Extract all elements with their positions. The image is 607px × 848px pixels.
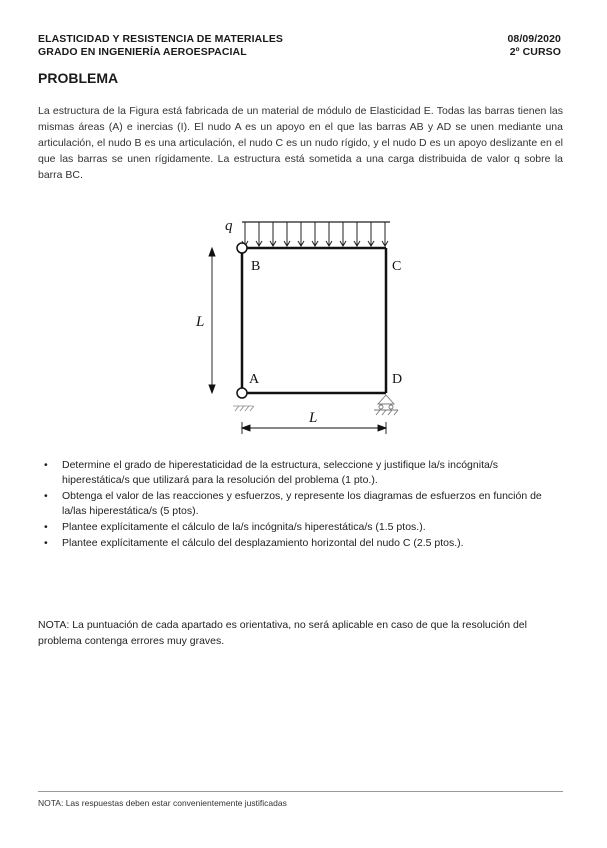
task-list [38, 458, 563, 552]
node-b-label: B [251, 259, 261, 274]
node-a-label: A [249, 372, 260, 387]
task-text: Plantee explícitamente el cálculo de la/s incógnita/s hiperestática/s (1.5 ptos.). [62, 521, 426, 533]
bullet-icon: • [44, 537, 48, 549]
header-right [507, 33, 561, 59]
height-label: L [196, 314, 205, 330]
course-title: ELASTICIDAD Y RESISTENCIA DE MATERIALES [38, 33, 284, 45]
degree-title: GRADO EN INGENIERÍA AEROESPACIAL [38, 46, 247, 58]
task-item [38, 489, 563, 519]
sliding-support-d [374, 395, 398, 415]
course-year: 2º CURSO [509, 46, 561, 58]
hinge-a [237, 388, 247, 398]
load-label: q [225, 218, 233, 234]
footer-divider [38, 791, 563, 792]
task-item [38, 520, 563, 535]
grading-note: NOTA: La puntuación de cada apartado es orientativa, no será aplicable en caso de que la resolución del problema contenga errores muy graves. [38, 619, 527, 647]
header-left [38, 33, 283, 59]
exam-date: 08/09/2020 [507, 33, 561, 45]
bullet-icon: • [44, 490, 48, 502]
page-title: PROBLEMA [38, 70, 119, 86]
structure-figure [185, 208, 425, 448]
task-text: Obtenga el valor de las reacciones y esfuerzos, y represente los diagramas de esfuerzos en función de la/las hiperestática/s (5 ptos). [62, 490, 542, 517]
width-label: L [309, 410, 318, 426]
task-text: Plantee explícitamente el cálculo del desplazamiento horizontal del nudo C (2.5 ptos.). [62, 537, 464, 549]
node-c-label: C [392, 259, 402, 274]
pin-support-a [233, 406, 254, 411]
task-item [38, 536, 563, 551]
height-dimension [209, 248, 215, 393]
task-item [38, 458, 563, 488]
frame [242, 248, 386, 393]
task-text: Determine el grado de hiperestaticidad de la estructura, seleccione y justifique la/s incógnita/s hiperestática/s que utilizará para la resolución del problema (1 pto.). [62, 459, 498, 486]
distributed-load [242, 222, 390, 246]
problem-statement: La estructura de la Figura está fabricada de un material de módulo de Elasticidad E. Todas las barras tienen las mismas áreas (A) e inercias (I). El nudo A es un apoyo en el que las barras AB y AD se unen mediante una articulación, el nudo B es una articulación, el nudo C es un nudo rígido, y el nudo D es un apoyo deslizante en el que las barras se unen rígidamente. La estructura está sometida a una carga distribuida de valor q sobre la barra BC. [38, 105, 563, 181]
bullet-icon: • [44, 521, 48, 533]
node-d-label: D [392, 372, 403, 387]
footer-note: NOTA: Las respuestas deben estar convenientemente justificadas [38, 798, 287, 808]
bullet-icon: • [44, 459, 48, 471]
hinge-b [237, 243, 247, 253]
